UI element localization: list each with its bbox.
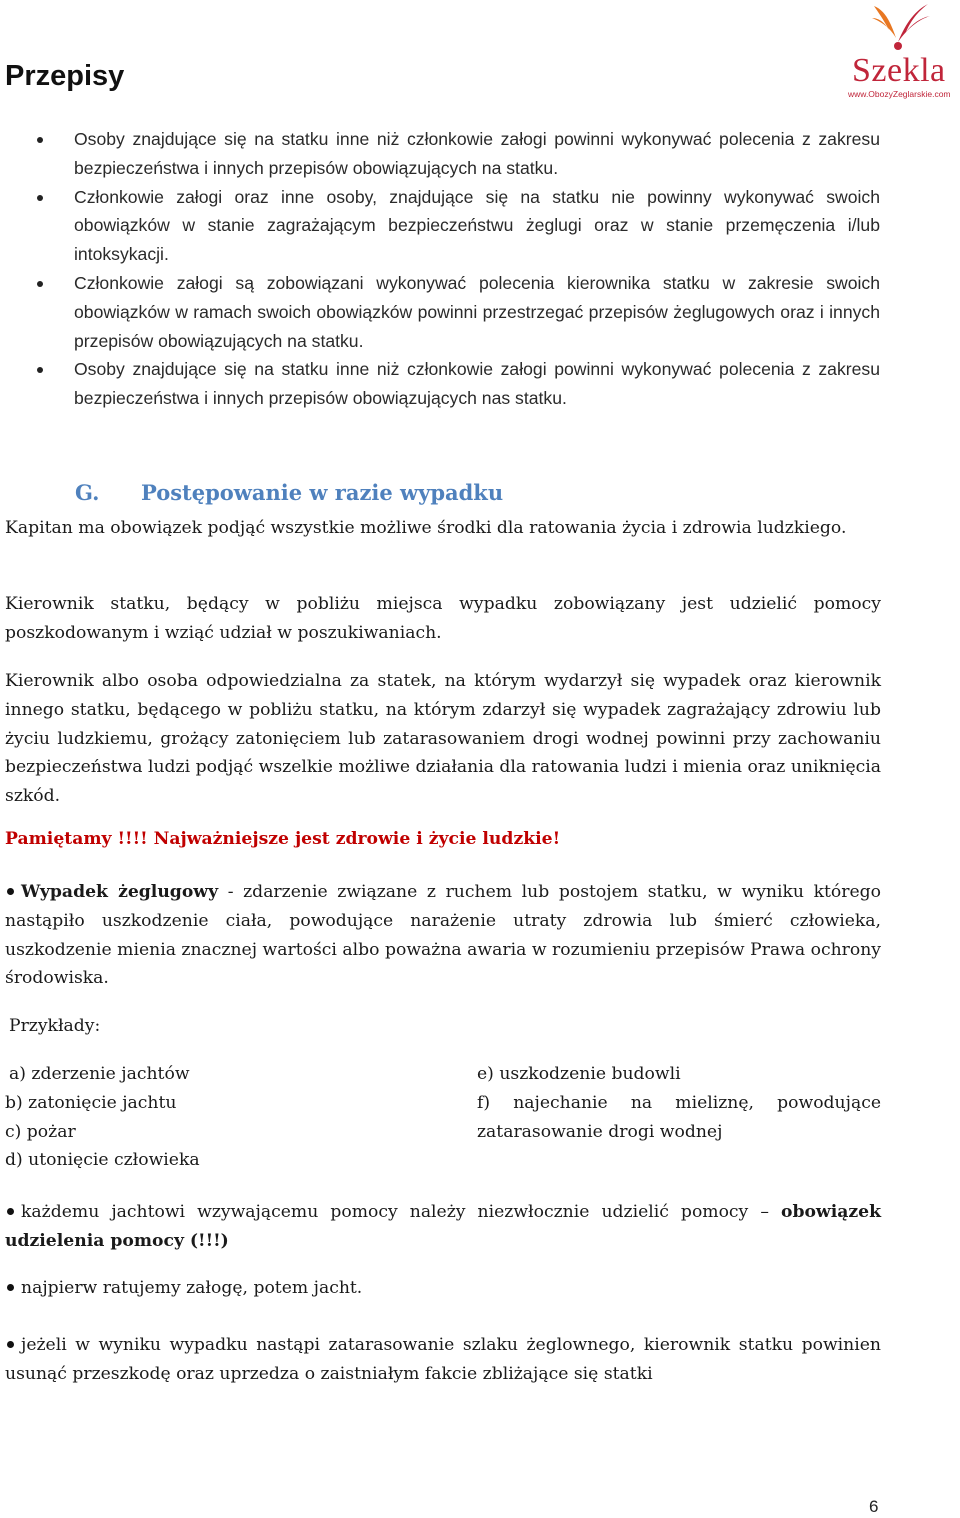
page-title: Przepisy bbox=[5, 60, 125, 92]
logo-url: www.ObozyZeglarskie.com bbox=[848, 89, 951, 99]
list-item: d) utonięcie człowieka bbox=[5, 1150, 200, 1171]
bullet-icon bbox=[37, 281, 43, 287]
bullet-obstruction: jeżeli w wyniku wypadku nastąpi zatarasowanie szlaku żeglownego, kierownik statku powinien usunąć przeszkodę oraz uprzedza o zaistniałym fakcie zbliżające się statki bbox=[5, 1335, 881, 1384]
bullet-icon bbox=[7, 888, 14, 895]
definition-term: Wypadek żeglugowy bbox=[21, 882, 219, 902]
examples-label: Przykłady: bbox=[9, 1016, 101, 1036]
rules-list bbox=[0, 125, 900, 413]
bullet-icon bbox=[7, 1208, 14, 1215]
logo-wordmark: Szekla bbox=[852, 52, 946, 89]
list-item: e) uszkodzenie budowli bbox=[477, 1064, 681, 1084]
list-item: zatarasowanie drogi wodnej bbox=[477, 1121, 723, 1142]
section-title: Postępowanie w razie wypadku bbox=[141, 480, 504, 505]
bird-logo-icon bbox=[868, 2, 934, 54]
list-item: f) najechanie na mieliznę, powodujące bbox=[477, 1092, 881, 1113]
list-item: b) zatonięcie jachtu bbox=[5, 1092, 177, 1113]
list-item: a) zderzenie jachtów bbox=[9, 1064, 190, 1084]
bullet-icon bbox=[37, 137, 43, 143]
list-item: Członkowie załogi są zobowiązani wykonywać polecenia kierownika statku w zakresie swoich obowiązków w ramach swoich obowiązków powinni przestrzegać przepisów żeglugowych oraz i innych przepisów obowiązujących na statku. bbox=[0, 269, 900, 355]
reminder-text: Pamiętamy !!!! Najważniejsze jest zdrowie i życie ludzkie! bbox=[5, 829, 561, 849]
list-item: Członkowie załogi oraz inne osoby, znajdujące się na statku nie powinny wykonywać swoich obowiązków w stanie zagrażającym bezpieczeństwu żeglugi oraz w stanie przemęczenia i/lub intoksykacji. bbox=[0, 183, 900, 269]
examples-left-column bbox=[5, 1060, 200, 1175]
bullet-icon bbox=[7, 1341, 14, 1348]
definition-text: - zdarzenie związane z ruchem lub postojem statku, w wyniku którego nastąpiło uszkodzenie ciała, powodujące narażenie utraty zdrowia lub śmierć człowieka, uszkodzenie mienia znacznej wartości albo poważna awaria w rozumieniu przepisów Prawa ochrony środowiska. bbox=[5, 882, 881, 989]
bullet-icon bbox=[7, 1284, 14, 1291]
examples-right-column bbox=[477, 1060, 881, 1146]
szekla-logo bbox=[838, 2, 958, 102]
list-item: Osoby znajdujące się na statku inne niż członkowie załogi powinni wykonywać polecenia z zakresu bezpieczeństwa i innych przepisów obowiązujących na statku. bbox=[0, 125, 900, 183]
list-item: c) pożar bbox=[5, 1121, 76, 1142]
bullet-help-bold: obowiązek udzielenia pomocy (!!!) bbox=[5, 1202, 881, 1251]
bullet-crew-first: najpierw ratujemy załogę, potem jacht. bbox=[5, 1274, 881, 1303]
bullet-help-text: każdemu jachtowi wzywającemu pomocy należy niezwłocznie udzielić pomocy – bbox=[21, 1202, 781, 1222]
paragraph-commander: Kierownik statku, będący w pobliżu miejsca wypadku zobowiązany jest udzielić pomocy poszkodowanym i wziąć udział w poszukiwaniach. bbox=[5, 594, 881, 643]
definition-paragraph bbox=[5, 878, 881, 993]
paragraph-responsible: Kierownik albo osoba odpowiedzialna za statek, na którym wydarzył się wypadek oraz kierownik innego statku, będącego w pobliżu statku, na którym zdarzył się wypadek zagrażający zdrowiu lub życiu ludzkiemu, grożący zatonięciem lub zatarasowaniem drogi wodnej powinni przy zachowaniu bezpieczeństwa ludzi podjąć wszelkie możliwe działania dla ratowania ludzi i mienia oraz uniknięcia szkód. bbox=[5, 671, 881, 807]
section-heading bbox=[75, 480, 503, 505]
paragraph-captain: Kapitan ma obowiązek podjąć wszystkie możliwe środki dla ratowania życia i zdrowia ludzkiego. bbox=[5, 518, 847, 538]
bullet-icon bbox=[37, 367, 43, 373]
bullet-help bbox=[5, 1198, 881, 1256]
list-item: Osoby znajdujące się na statku inne niż członkowie załogi powinni wykonywać polecenia z zakresu bezpieczeństwa i innych przepisów obowiązujących nas statku. bbox=[0, 355, 900, 413]
page-number: 6 bbox=[869, 1497, 879, 1516]
bullet-icon bbox=[37, 195, 43, 201]
section-letter: G. bbox=[75, 480, 100, 505]
